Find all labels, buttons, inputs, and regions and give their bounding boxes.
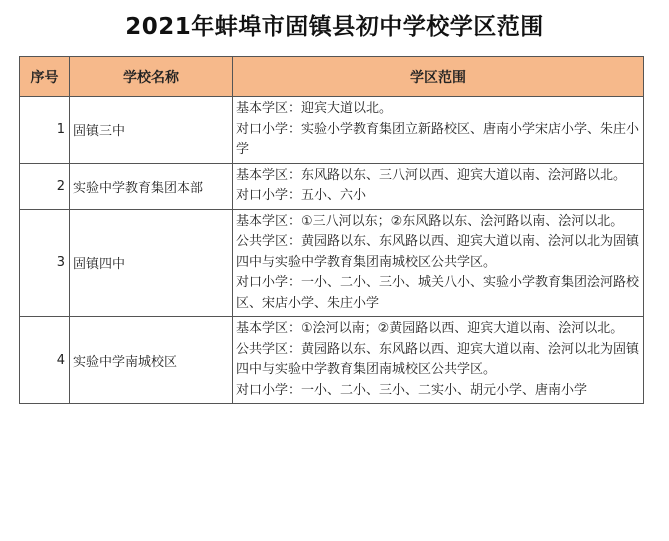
district-line: 对口小学：一小、二小、三小、二实小、胡元小学、唐南小学 xyxy=(236,382,588,398)
header-school-name: 学校名称 xyxy=(70,57,233,97)
district-line: 基本学区：东风路以东、三八河以西、迎宾大道以南、浍河路以北。 xyxy=(236,167,627,183)
table-row xyxy=(20,209,644,317)
district-line: 对口小学：五小、六小 xyxy=(236,188,367,203)
school-name: 实验中学教育集团本部 xyxy=(70,163,233,209)
district-line: 基本学区：①浍河以南；②黄园路以西、迎宾大道以南、浍河以北。 xyxy=(236,321,624,336)
school-district-table xyxy=(19,56,644,404)
table-header-row xyxy=(20,57,644,97)
district-line: 公共学区：黄园路以东、东风路以西、迎宾大道以南、浍河以北为固镇四中与实验中学教育集团南城校区公共学区。 xyxy=(236,234,640,270)
district-line: 基本学区：①三八河以东；②东风路以东、浍河路以南、浍河以北。 xyxy=(236,213,624,229)
district-line: 公共学区：黄园路以东、东风路以西、迎宾大道以南、浍河以北为固镇四中与实验中学教育集团南城校区公共学区。 xyxy=(236,341,640,377)
district-line: 基本学区：迎宾大道以北。 xyxy=(236,101,393,116)
row-number: 4 xyxy=(20,317,70,404)
page-title: 2021年蚌埠市固镇县初中学校学区范围 xyxy=(125,14,544,40)
district-line: 对口小学：实验小学教育集团立新路校区、唐南小学宋店小学、朱庄小学 xyxy=(236,121,640,157)
district-range xyxy=(233,317,644,404)
row-number: 3 xyxy=(20,209,70,317)
table-row xyxy=(20,97,644,164)
row-number: 2 xyxy=(20,163,70,209)
header-number: 序号 xyxy=(20,57,70,97)
school-name: 固镇三中 xyxy=(70,97,233,164)
district-range xyxy=(233,97,644,164)
header-district-range: 学区范围 xyxy=(233,57,644,97)
school-name: 固镇四中 xyxy=(70,209,233,317)
district-line: 对口小学：一小、二小、三小、城关八小、实验小学教育集团浍河路校区、宋店小学、朱庄小学 xyxy=(236,275,640,311)
table-row xyxy=(20,163,644,209)
school-name: 实验中学南城校区 xyxy=(70,317,233,404)
district-range xyxy=(233,163,644,209)
district-range xyxy=(233,209,644,317)
table-row xyxy=(20,317,644,404)
row-number: 1 xyxy=(20,97,70,164)
